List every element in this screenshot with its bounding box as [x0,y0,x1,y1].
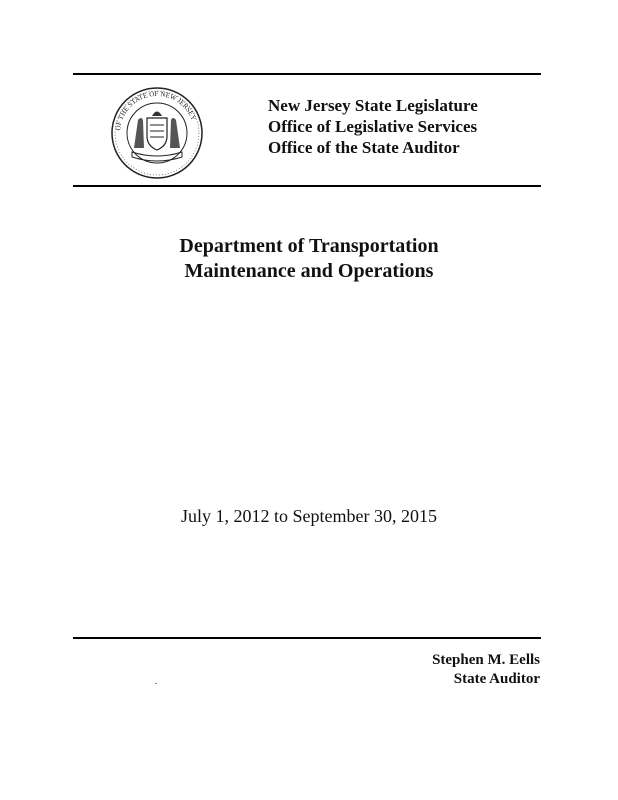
auditor-office-name: Office of the State Auditor [268,138,460,157]
top-divider [73,73,541,75]
agency-header [268,95,478,158]
signature-block [432,651,540,689]
auditor-name: Stephen M. Eells [432,652,540,668]
audit-period: July 1, 2012 to September 30, 2015 [181,506,437,526]
new-jersey-state-seal-icon [110,86,204,180]
report-title-line-1: Department of Transportation [179,235,439,257]
report-title-line-2: Maintenance and Operations [184,260,434,282]
office-name: Office of Legislative Services [268,117,478,136]
svg-text:OF THE STATE OF NEW JERSEY: OF THE STATE OF NEW JERSEY [114,89,198,131]
auditor-title: State Auditor [453,671,540,687]
scan-speck [155,683,157,684]
report-title [0,234,618,284]
legislature-name: New Jersey State Legislature [268,96,478,115]
footer-divider [73,637,541,639]
header-divider [73,185,541,187]
